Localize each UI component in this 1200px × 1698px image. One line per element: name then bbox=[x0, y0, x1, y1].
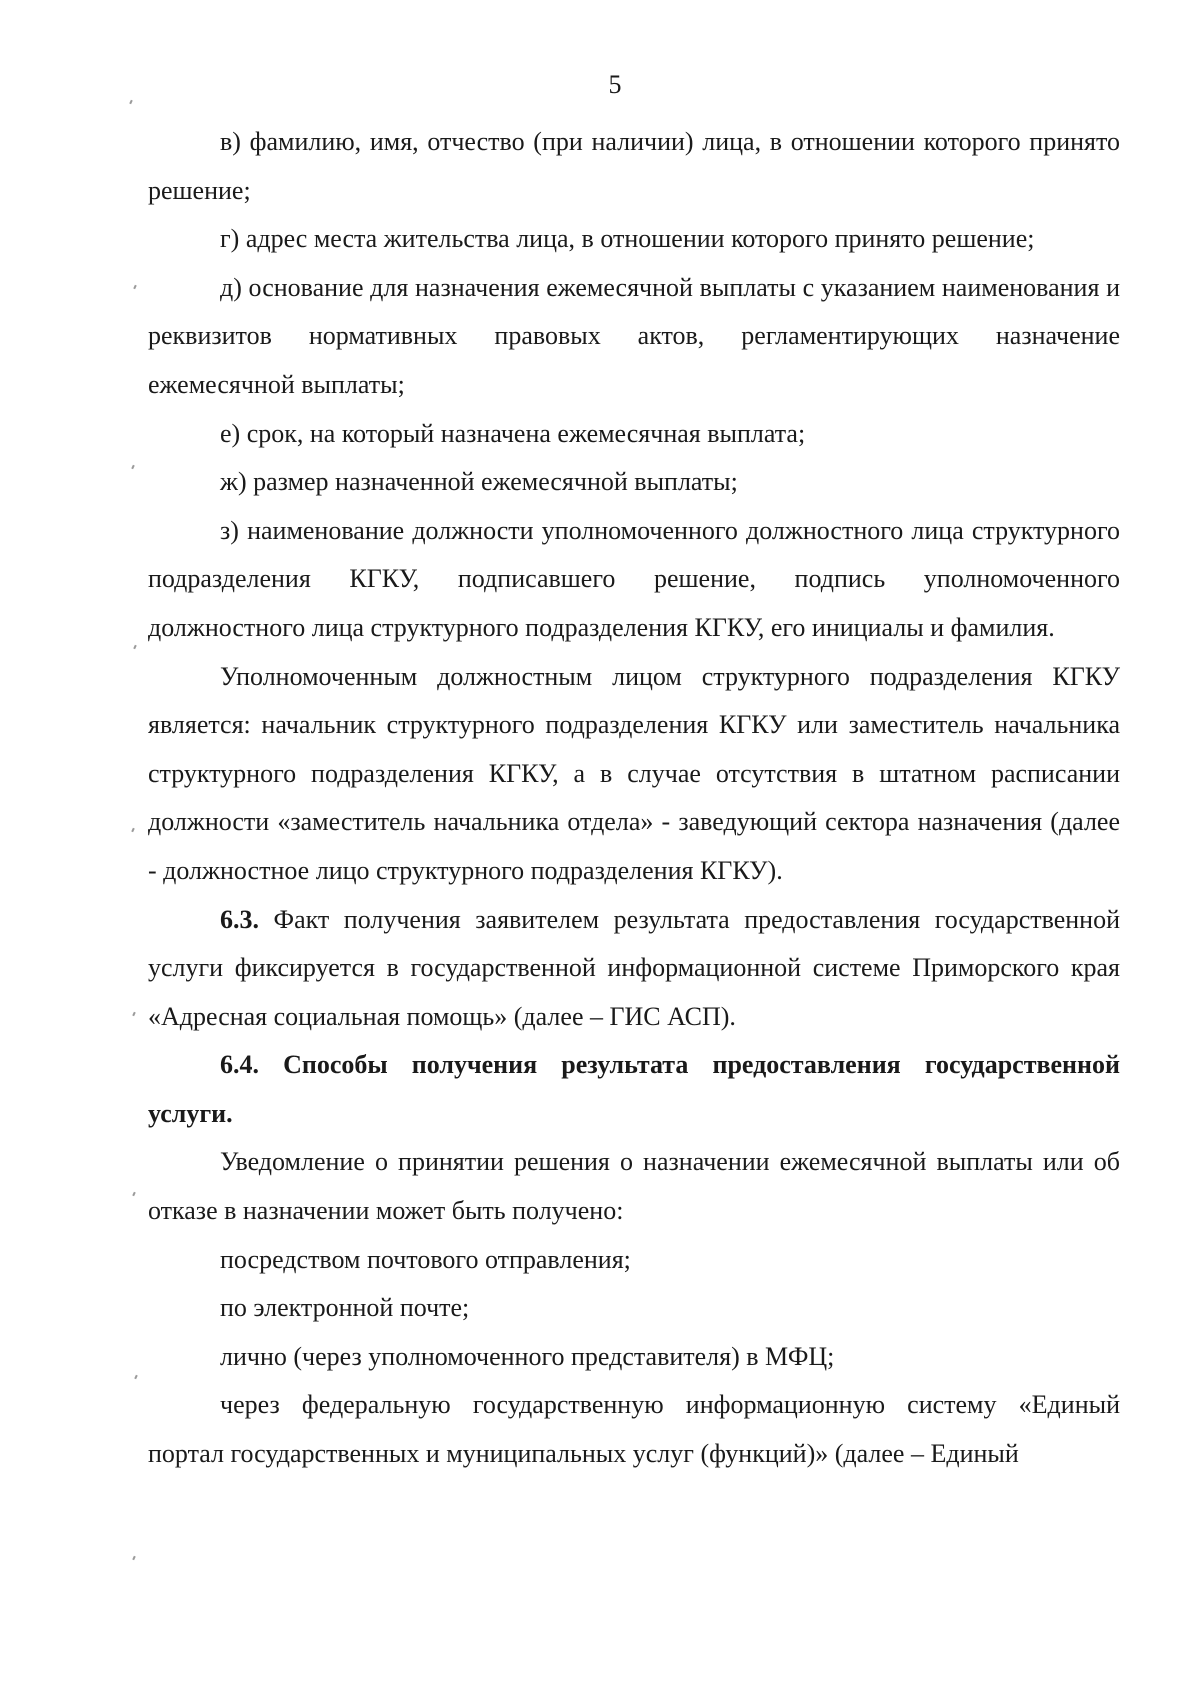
method-item-post: посредством почтового отправления; bbox=[220, 1244, 631, 1274]
section-6-4-heading: 6.4. Способы получения результата предоставления государственной услуги. bbox=[148, 1050, 1120, 1128]
scan-speck bbox=[133, 285, 137, 289]
section-6-4-intro: Уведомление о принятии решения о назначении ежемесячной выплаты или об отказе в назначении может быть получено: bbox=[148, 1147, 1120, 1226]
paragraph-item-e: е) срок, на который назначена ежемесячная выплата; bbox=[220, 418, 806, 448]
method-item-mfc: лично (через уполномоченного представителя) в МФЦ; bbox=[220, 1341, 835, 1371]
section-6-3-text: Факт получения заявителем результата предоставления государственной услуги фиксируется в государственной информационной системе Приморского края «Адресная социальная помощь» (далее – ГИС АСП). bbox=[148, 904, 1121, 1031]
scan-speck bbox=[133, 645, 137, 649]
section-6-3 bbox=[148, 896, 1120, 1042]
paragraph-item-zh: ж) размер назначенной ежемесячной выплаты; bbox=[220, 467, 738, 497]
scan-speck bbox=[134, 1375, 138, 1379]
scan-speck bbox=[131, 828, 135, 832]
scan-speck bbox=[132, 1012, 136, 1016]
scan-speck bbox=[131, 465, 135, 469]
scan-speck bbox=[132, 1556, 136, 1560]
paragraph-item-g: г) адрес места жительства лица, в отношении которого принято решение; bbox=[220, 224, 1035, 254]
paragraph-item-z: з) наименование должности уполномоченного должностного лица структурного подразделения КГКУ, подписавшего решение, подпись уполномоченного должностного лица структурного подразделения КГКУ, его инициалы и фамилия. bbox=[148, 515, 1120, 642]
paragraph-authorized-official: Уполномоченным должностным лицом структурного подразделения КГКУ является: начальник структурного подразделения КГКУ или заместитель начальника структурного подразделения КГКУ, а в случае отсутствия в штатном расписании должности «заместитель начальника отдела» - заведующий сектора назначения (далее - должностное лицо структурного подразделения КГКУ). bbox=[148, 661, 1120, 885]
page-number: 5 bbox=[608, 70, 622, 99]
scan-speck bbox=[129, 100, 133, 104]
document-body bbox=[148, 118, 1120, 1479]
section-6-3-number: 6.3. bbox=[220, 904, 259, 934]
method-item-portal: через федеральную государственную информационную систему «Единый портал государственных и муниципальных услуг (функций)» (далее – Единый bbox=[148, 1390, 1120, 1469]
paragraph-item-v: в) фамилию, имя, отчество (при наличии) лица, в отношении которого принято решение; bbox=[148, 127, 1120, 205]
paragraph-item-d: д) основание для назначения ежемесячной выплаты с указанием наименования и реквизитов нормативных правовых актов, регламентирующих назначение ежемесячной выплаты; bbox=[148, 272, 1120, 399]
scan-speck bbox=[132, 1192, 136, 1196]
method-item-email: по электронной почте; bbox=[220, 1293, 470, 1323]
